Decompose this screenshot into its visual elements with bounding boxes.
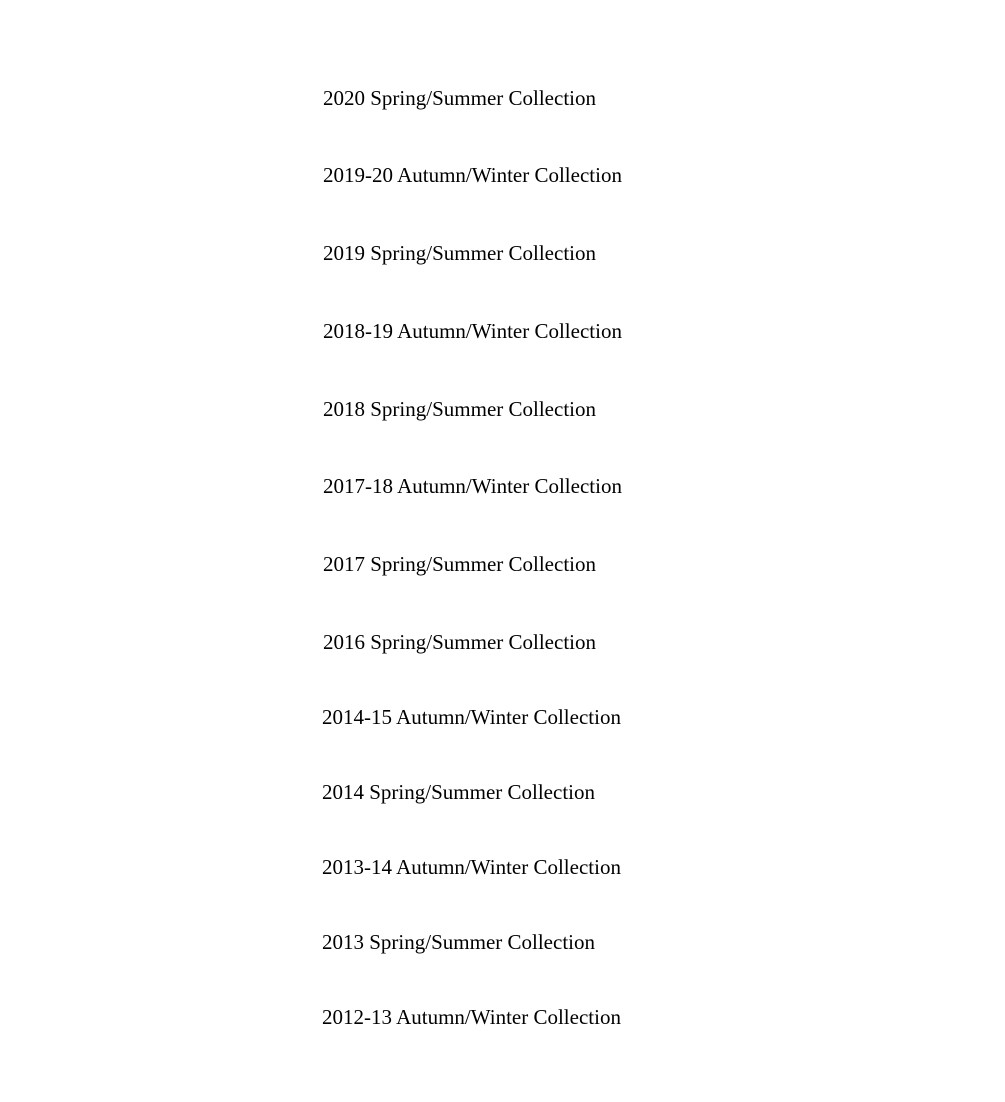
collection-link-2017-ss[interactable]: 2017 Spring/Summer Collection (323, 552, 596, 576)
collection-link-2013-14-aw[interactable]: 2013-14 Autumn/Winter Collection (322, 855, 621, 879)
collection-link-2018-ss[interactable]: 2018 Spring/Summer Collection (323, 397, 596, 421)
collection-link-2014-15-aw[interactable]: 2014-15 Autumn/Winter Collection (322, 705, 621, 729)
collection-link-2018-19-aw[interactable]: 2018-19 Autumn/Winter Collection (323, 319, 622, 343)
collection-link-2019-20-aw[interactable]: 2019-20 Autumn/Winter Collection (323, 163, 622, 187)
collection-link-2014-ss[interactable]: 2014 Spring/Summer Collection (322, 780, 595, 804)
collection-link-2020-ss[interactable]: 2020 Spring/Summer Collection (323, 86, 596, 110)
collection-link-2016-ss[interactable]: 2016 Spring/Summer Collection (323, 630, 596, 654)
collection-link-2019-ss[interactable]: 2019 Spring/Summer Collection (323, 241, 596, 265)
collection-link-2017-18-aw[interactable]: 2017-18 Autumn/Winter Collection (323, 474, 622, 498)
collection-link-2013-ss[interactable]: 2013 Spring/Summer Collection (322, 930, 595, 954)
collection-link-2012-13-aw[interactable]: 2012-13 Autumn/Winter Collection (322, 1005, 621, 1029)
